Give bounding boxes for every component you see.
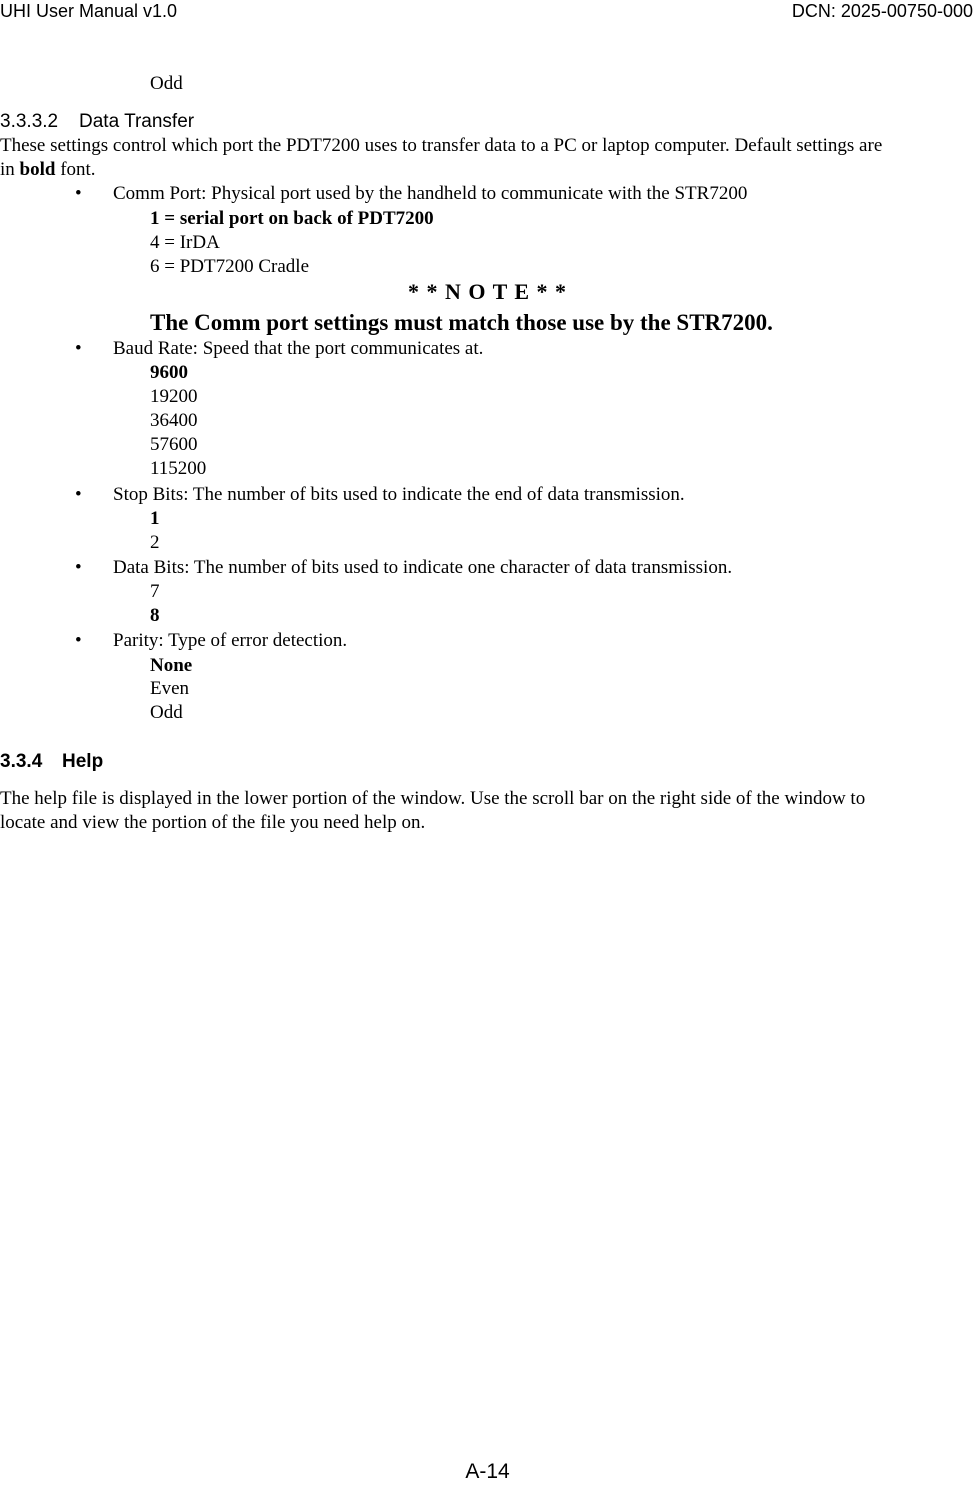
- baud-rate-option-default: 9600: [150, 362, 188, 383]
- comm-port-label: Comm Port: Physical port used by the handheld to communicate with the STR7200: [113, 183, 748, 204]
- baud-rate-label: Baud Rate: Speed that the port communicates at.: [113, 338, 484, 359]
- parity-option-default: None: [150, 655, 193, 676]
- help-text-line-2: locate and view the portion of the file you need help on.: [0, 812, 426, 833]
- section-heading-help: [0, 752, 103, 771]
- section-number: 3.3.3.2: [0, 111, 59, 132]
- intro-bold-word: bold: [19, 159, 56, 180]
- bullet-icon: •: [75, 338, 82, 359]
- baud-rate-option: 115200: [150, 458, 207, 479]
- intro-line-2: [0, 160, 96, 179]
- header-document-number: DCN: 2025-00750-000: [791, 1, 973, 21]
- stop-bits-label: Stop Bits: The number of bits used to indicate the end of data transmission.: [113, 484, 685, 505]
- page-number: A-14: [465, 1460, 510, 1483]
- comm-port-option: 4 = IrDA: [150, 232, 220, 253]
- section-title: Help: [62, 751, 104, 772]
- data-bits-label: Data Bits: The number of bits used to indicate one character of data transmission.: [113, 557, 733, 578]
- stop-bits-option: 2: [150, 532, 160, 553]
- option-odd-carryover: Odd: [150, 73, 183, 94]
- comm-port-option-default: 1 = serial port on back of PDT7200: [150, 208, 434, 229]
- bullet-icon: •: [75, 183, 82, 204]
- comm-port-option: 6 = PDT7200 Cradle: [150, 256, 310, 277]
- section-heading-data-transfer: [0, 112, 194, 131]
- help-text-line-1: The help file is displayed in the lower portion of the window. Use the scroll bar on the right side of the window to: [0, 788, 866, 809]
- baud-rate-option: 57600: [150, 434, 198, 455]
- parity-option: Even: [150, 678, 190, 699]
- note-title: * * N O T E * *: [407, 279, 568, 304]
- baud-rate-option: 36400: [150, 410, 198, 431]
- parity-option: Odd: [150, 702, 183, 723]
- data-bits-option: 7: [150, 581, 160, 602]
- data-bits-option-default: 8: [150, 605, 160, 626]
- bullet-icon: •: [75, 630, 82, 651]
- bullet-icon: •: [75, 484, 82, 505]
- intro-suffix: font.: [60, 159, 96, 180]
- bullet-icon: •: [75, 557, 82, 578]
- intro-prefix: in: [0, 159, 15, 180]
- section-number: 3.3.4: [0, 751, 43, 772]
- stop-bits-option-default: 1: [150, 508, 160, 529]
- parity-label: Parity: Type of error detection.: [113, 630, 348, 651]
- intro-line-1: These settings control which port the PDT7200 uses to transfer data to a PC or laptop computer. Default settings are: [0, 135, 883, 156]
- header-document-title: UHI User Manual v1.0: [0, 1, 178, 21]
- note-text: The Comm port settings must match those use by the STR7200.: [150, 310, 773, 335]
- baud-rate-option: 19200: [150, 386, 198, 407]
- section-title: Data Transfer: [79, 111, 195, 132]
